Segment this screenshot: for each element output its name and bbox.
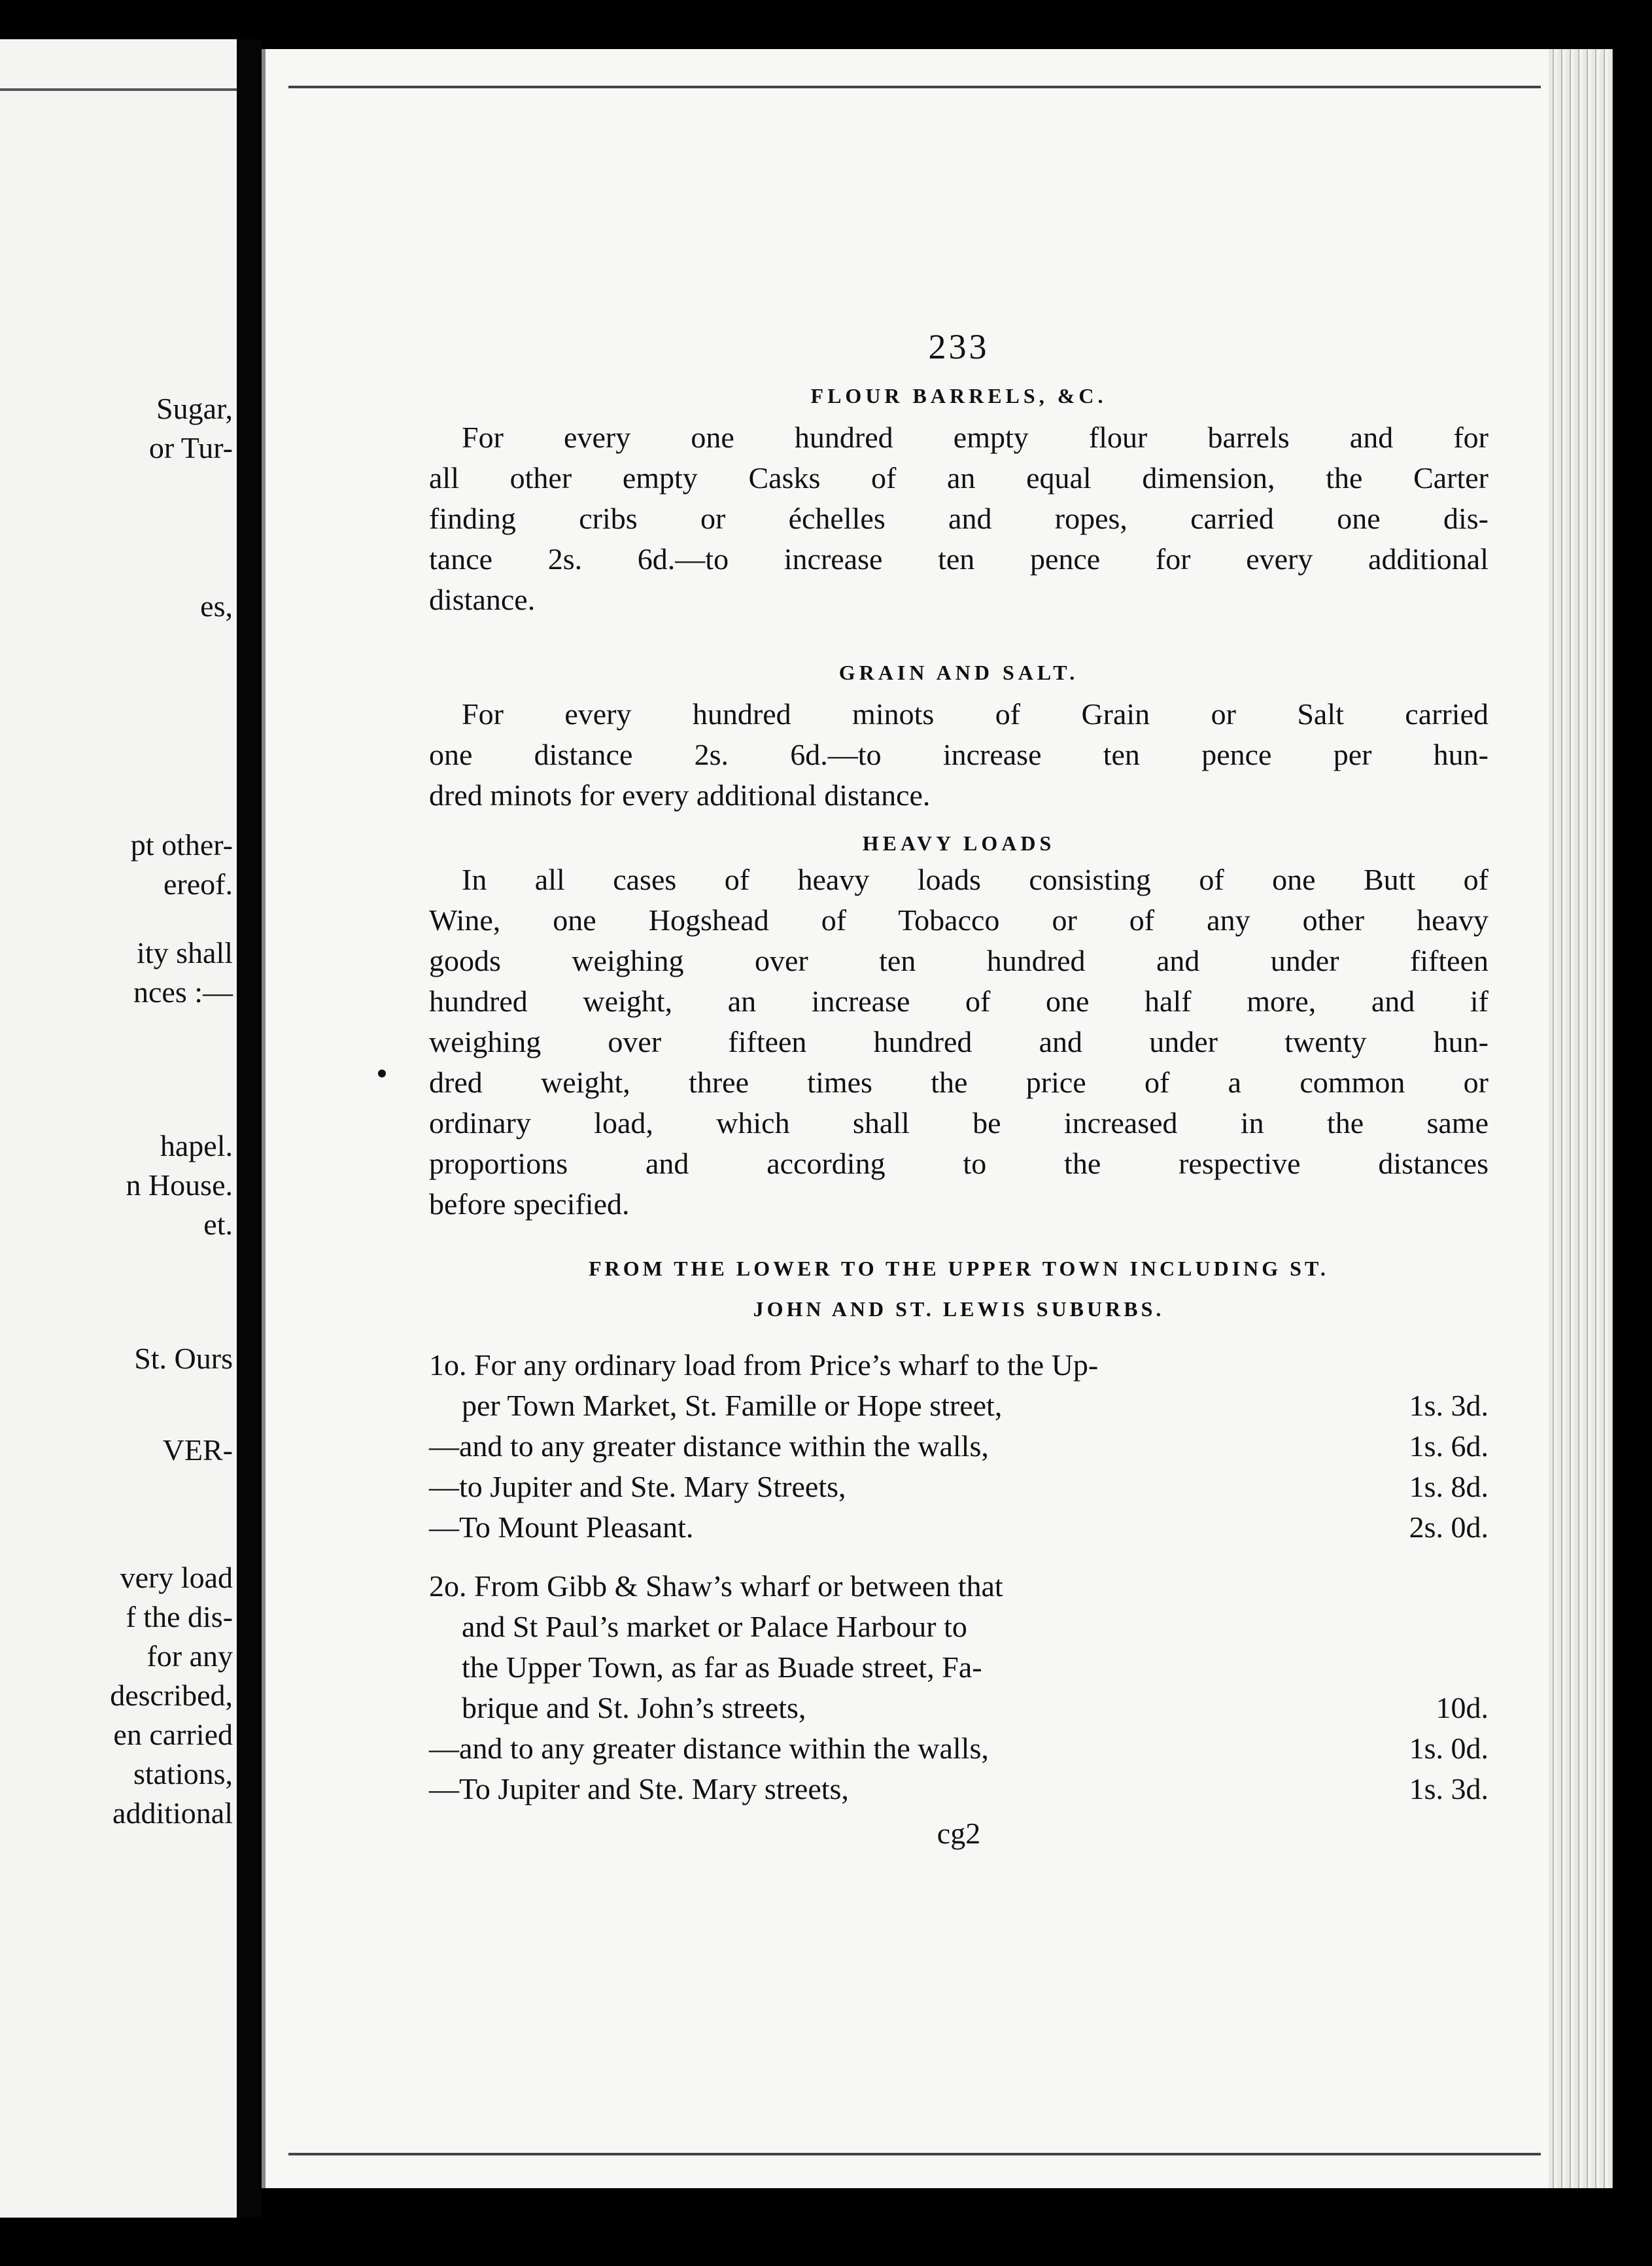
left-page-fragment: [0, 39, 239, 2218]
tariff-text: and St Paul’s market or Palace Harbour to: [462, 1610, 967, 1643]
left-fragment: additional: [112, 1796, 233, 1830]
tariff-amount: 1s. 3d.: [1409, 1389, 1489, 1422]
stray-mark: [378, 1070, 386, 1077]
left-fragment: nces :—: [133, 975, 233, 1009]
text-line: distance.: [429, 583, 536, 616]
left-fragment: Sugar,: [156, 392, 233, 425]
tariff-row: [429, 1386, 1489, 1426]
text-line: For every hundred minots of Grain or Salt carried: [462, 697, 1489, 731]
route-heading: [429, 1248, 1489, 1329]
tariff-row: [429, 1467, 1489, 1507]
text-line: one distance 2s. 6d.—to increase ten pence per hun-: [429, 738, 1489, 771]
text-line: dred weight, three times the price of a common or: [429, 1066, 1489, 1099]
tariff-row: [429, 1566, 1489, 1607]
tariff-text: per Town Market, St. Famille or Hope street,: [462, 1389, 1003, 1422]
text-line: all other empty Casks of an equal dimension, the Carter: [429, 461, 1489, 495]
tariff-amount: [1397, 1607, 1489, 1647]
left-fragment: hapel.: [160, 1129, 233, 1162]
left-fragment: for any: [146, 1639, 233, 1673]
left-page-rule: [0, 88, 237, 91]
tariff-text: —To Jupiter and Ste. Mary streets,: [429, 1772, 849, 1805]
tariff-row: [429, 1426, 1489, 1467]
left-fragment: pt other-: [130, 828, 233, 862]
tariff-list-2: [429, 1566, 1489, 1809]
text-line: hundred weight, an increase of one half more, and if: [429, 985, 1489, 1018]
tariff-text: —and to any greater distance within the walls,: [429, 1429, 989, 1463]
tariff-list-1: [429, 1345, 1489, 1548]
tariff-amount: 1s. 3d.: [1409, 1772, 1489, 1805]
tariff-text: 2o. From Gibb & Shaw’s wharf or between that: [429, 1569, 1003, 1603]
text-line: In all cases of heavy loads consisting of one Butt of: [462, 863, 1489, 896]
tariff-amount: 1s. 8d.: [1409, 1470, 1489, 1503]
text-line: proportions and according to the respective distances: [429, 1147, 1489, 1180]
tariff-row: [429, 1688, 1489, 1728]
book-gutter: [237, 39, 262, 2218]
tariff-text: —To Mount Pleasant.: [429, 1510, 694, 1544]
route-heading-line: JOHN AND ST. LEWIS SUBURBS.: [753, 1297, 1165, 1321]
tariff-amount: 2s. 0d.: [1409, 1510, 1489, 1544]
page-top-rule: [288, 86, 1541, 88]
left-fragment: f the dis-: [126, 1600, 233, 1633]
left-fragment: very load: [120, 1561, 233, 1594]
section-heading-flour: FLOUR BARRELS, &C.: [810, 384, 1107, 408]
paragraph-flour: [429, 417, 1489, 620]
left-fragment: es,: [200, 589, 233, 623]
left-fragment: St. Ours: [134, 1342, 233, 1375]
text-line: For every one hundred empty flour barrels and for: [462, 421, 1489, 454]
left-fragment: VER-: [162, 1433, 233, 1467]
left-fragment: described,: [110, 1679, 233, 1712]
signature-mark: cg2: [937, 1817, 981, 1850]
tariff-amount: [1397, 1345, 1489, 1386]
left-fragment: stations,: [133, 1757, 233, 1790]
text-line: dred minots for every additional distance.: [429, 778, 931, 812]
page-content: [429, 327, 1489, 1854]
left-fragment: et.: [203, 1208, 233, 1241]
main-page: [262, 49, 1613, 2188]
left-fragment: ereof.: [163, 867, 233, 901]
tariff-row: [429, 1728, 1489, 1769]
tariff-amount: [1397, 1647, 1489, 1688]
text-line: before specified.: [429, 1187, 630, 1221]
text-line: tance 2s. 6d.—to increase ten pence for every additional: [429, 542, 1489, 576]
left-fragment: en carried: [113, 1718, 233, 1751]
tariff-text: —and to any greater distance within the walls,: [429, 1732, 989, 1765]
page-bottom-rule: [288, 2153, 1541, 2155]
left-fragment: ity shall: [137, 936, 233, 969]
tariff-amount: 10d.: [1436, 1691, 1489, 1724]
text-line: goods weighing over ten hundred and under fifteen: [429, 944, 1489, 977]
tariff-text: the Upper Town, as far as Buade street, Fa-: [462, 1650, 982, 1684]
tariff-row: [429, 1769, 1489, 1809]
tariff-text: —to Jupiter and Ste. Mary Streets,: [429, 1470, 846, 1503]
page-number: 233: [928, 327, 989, 366]
tariff-row: [429, 1647, 1489, 1688]
text-line: Wine, one Hogshead of Tobacco or of any other heavy: [429, 903, 1489, 937]
tariff-amount: 1s. 6d.: [1409, 1429, 1489, 1463]
tariff-amount: [1397, 1566, 1489, 1607]
text-line: weighing over fifteen hundred and under twenty hun-: [429, 1025, 1489, 1058]
left-fragment: n House.: [126, 1168, 233, 1202]
paragraph-grain: [429, 694, 1489, 816]
text-line: finding cribs or échelles and ropes, carried one dis-: [429, 502, 1489, 535]
tariff-text: brique and St. John’s streets,: [462, 1691, 806, 1724]
section-heading-grain: GRAIN AND SALT.: [838, 661, 1079, 684]
route-heading-line: FROM THE LOWER TO THE UPPER TOWN INCLUDING ST.: [589, 1257, 1329, 1280]
paragraph-heavy: [429, 860, 1489, 1225]
tariff-amount: 1s. 0d.: [1409, 1732, 1489, 1765]
section-heading-heavy: HEAVY LOADS: [862, 831, 1056, 855]
left-fragment: or Tur-: [148, 431, 233, 464]
tariff-row: [429, 1345, 1489, 1386]
page-edges: [1549, 49, 1613, 2188]
tariff-row: [429, 1607, 1489, 1647]
tariff-text: 1o. For any ordinary load from Price’s wharf to the Up-: [429, 1348, 1099, 1382]
tariff-row: [429, 1507, 1489, 1548]
text-line: ordinary load, which shall be increased in the same: [429, 1106, 1489, 1140]
